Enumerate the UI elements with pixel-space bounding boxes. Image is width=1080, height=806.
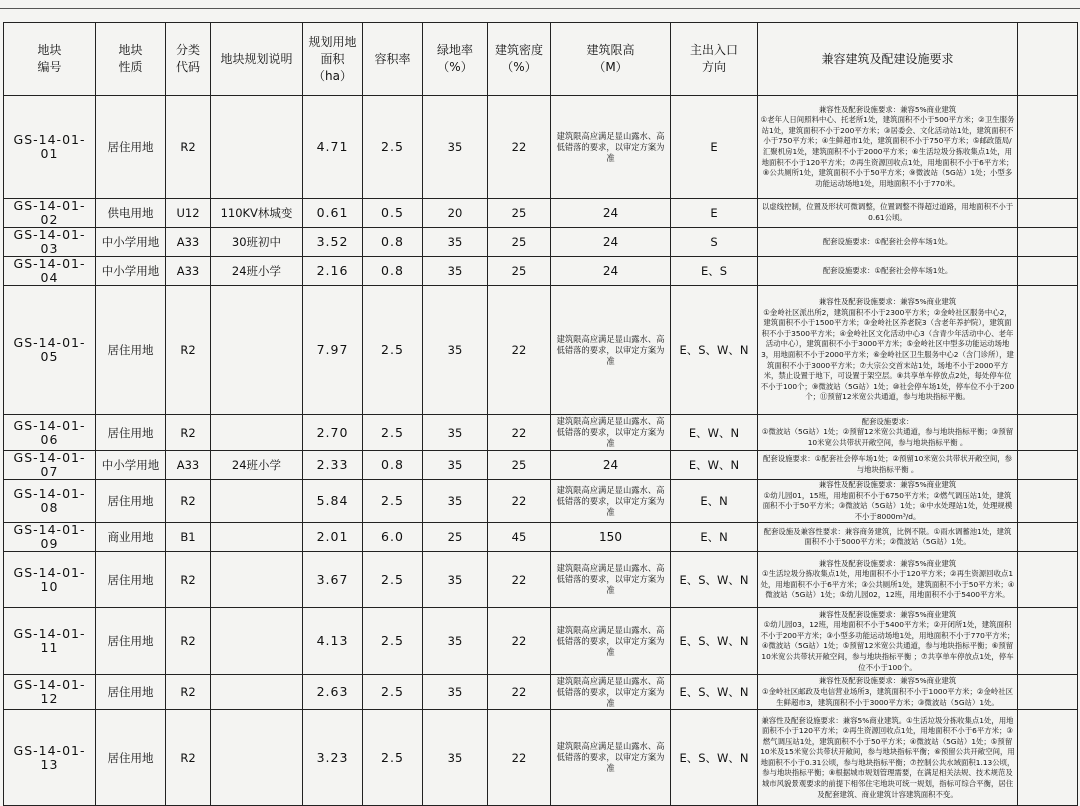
cell-entrance-direction: E、S、W、N [671,552,758,608]
cell-plan-description: 30班初中 [211,228,303,257]
cell-plan-description [211,480,303,523]
header-category-code: 分类 代码 [166,23,211,96]
land-plan-table [3,22,1078,806]
cell-parcel-id: GS-14-01-02 [4,199,96,228]
cell-facility-requirements: 兼容性及配套设施要求：兼容5%商业建筑 ①幼儿园03，12班，用地面积不小于5400平方米；②开闭所1处，建筑面积不小于200平方米；③小型多功能运动场地1处，用地面积不小于770平方米；④微波站（5G站）1处；⑤预留12米宽公共通道，参与地块指标平衡；⑥预留10米宽公共带状开敞空间，参与地块指标平衡 ；⑦共享单车停放点1处，停车位不小于100个。 [758,608,1018,675]
cell-building-density: 45 [488,523,551,552]
header-density: 建筑密度 （%） [488,23,551,96]
cell-building-density: 25 [488,228,551,257]
cell-parcel-id: GS-14-01-08 [4,480,96,523]
cell-plan-description: 24班小学 [211,257,303,286]
cell-land-area: 4.71 [303,96,363,199]
cell-facility-requirements: 配套设施及兼容性要求：兼容商务建筑，比例不限。①雨水调蓄池1处，建筑面积不小于5000平方米；②微波站（5G站）1处。 [758,523,1018,552]
cell-floor-area-ratio: 2.5 [363,480,423,523]
cell-category-code: R2 [166,608,211,675]
cell-land-nature: 居住用地 [96,710,166,806]
cell-plan-description: 110KV林城变 [211,199,303,228]
cell-land-area: 7.97 [303,286,363,415]
cell-land-area: 3.23 [303,710,363,806]
cell-floor-area-ratio: 2.5 [363,552,423,608]
cell-land-nature: 居住用地 [96,96,166,199]
cell-parcel-id: GS-14-01-07 [4,451,96,480]
cell-building-density: 25 [488,257,551,286]
table-row [4,451,1078,480]
cell-plan-description [211,415,303,451]
header-far: 容积率 [363,23,423,96]
cell-facility-requirements: 兼容性及配套设施要求：兼容5%商业建筑。①生活垃圾分拣收集点1处，用地面积不小于120平方米；②再生资源回收点1处，用地面积不小于6平方米；③燃气调压站1处，建筑面积不小于50平方米；④微波站（5G站）1处；⑤预留10米及15米宽公共带状开敞间，参与地块指标平衡；⑥预留公共开敞空间，用地面积不小于0.31公顷，参与地块指标平衡；⑦控制公共水域面积1.13公顷，参与地块指标平衡；⑧根据城市规划管理需要，在满足相关法规、技术规范及城市风貌景观要求的前提下相邻住宅地块可统一规划，指标可综合平衡，居住及配套建筑、商业建筑计容建筑面积不变。 [758,710,1018,806]
cell-category-code: R2 [166,415,211,451]
cell-green-ratio: 35 [423,608,488,675]
cell-extra [1018,286,1078,415]
cell-height-limit: 建筑限高应满足显山露水、高低错落的要求，以审定方案为准 [551,552,671,608]
cell-entrance-direction: E、S、W、N [671,286,758,415]
cell-building-density: 25 [488,199,551,228]
cell-floor-area-ratio: 2.5 [363,608,423,675]
cell-facility-requirements: 配套设施要求： ①微波站（5G站）1处；②预留12米宽公共通道，参与地块指标平衡；③预留10米宽公共带状开敞空间，参与地块指标平衡 。 [758,415,1018,451]
cell-facility-requirements: 配套设施要求：①配套社会停车场1处。 [758,257,1018,286]
cell-floor-area-ratio: 2.5 [363,675,423,710]
cell-facility-requirements: 兼容性及配套设施要求：兼容5%商业建筑 ①金岭社区派出所2，建筑面积不小于2300平方米；②金岭社区服务中心2，建筑面积不小于1500平方米；③金岭社区养老院3（含老年养护院），建筑面积不小于3500平方米；④金岭社区文化活动中心3（含青少年活动中心、老年活动中心），建筑面积不小于3000平方米；⑤金岭社区中型多功能运动场地3，用地面积不小于2000平方米；⑥金岭社区卫生服务中心2（含门诊所），建筑面积不小于3000平方米；⑦大宗公交首末站1处，场地不小于2000平方米，禁止设置于地下，可设置于架空层。⑧共享单车停放点2处，每处停车位不小于100个；⑨微波站（5G站）1处；⑩社会停车场1处，停车位不小于200个；⑪预留12米宽公共通道，参与地块指标平衡。 [758,286,1018,415]
cell-building-density: 22 [488,96,551,199]
cell-green-ratio: 35 [423,451,488,480]
cell-land-area: 3.67 [303,552,363,608]
cell-height-limit: 建筑限高应满足显山露水、高低错落的要求，以审定方案为准 [551,286,671,415]
cell-parcel-id: GS-14-01-05 [4,286,96,415]
cell-building-density: 25 [488,451,551,480]
cell-parcel-id: GS-14-01-01 [4,96,96,199]
cell-extra [1018,415,1078,451]
cell-entrance-direction: E、N [671,480,758,523]
cell-land-area: 3.52 [303,228,363,257]
cell-building-density: 22 [488,710,551,806]
cell-category-code: A33 [166,451,211,480]
table-row [4,257,1078,286]
cell-land-area: 2.70 [303,415,363,451]
cell-building-density: 22 [488,552,551,608]
cell-land-nature: 商业用地 [96,523,166,552]
cell-land-nature: 中小学用地 [96,228,166,257]
cell-height-limit: 建筑限高应满足显山露水、高低错落的要求，以审定方案为准 [551,96,671,199]
cell-building-density: 22 [488,675,551,710]
cell-extra [1018,480,1078,523]
table-row [4,675,1078,710]
cell-facility-requirements: 兼容性及配套设施要求：兼容5%商业建筑 ①幼儿园01，15班，用地面积不小于6750平方米；②燃气调压站1处，建筑面积不小于50平方米；③微波站（5G站）1处；④中水处理站1处，处理规模不小于8000m³/d。 [758,480,1018,523]
cell-height-limit: 建筑限高应满足显山露水、高低错落的要求，以审定方案为准 [551,415,671,451]
cell-extra [1018,199,1078,228]
cell-extra [1018,451,1078,480]
cell-extra [1018,228,1078,257]
top-border [0,0,1080,9]
cell-land-nature: 中小学用地 [96,257,166,286]
cell-land-nature: 供电用地 [96,199,166,228]
cell-extra [1018,710,1078,806]
cell-building-density: 22 [488,286,551,415]
cell-plan-description [211,552,303,608]
cell-plan-description [211,710,303,806]
cell-floor-area-ratio: 0.8 [363,228,423,257]
header-entrance: 主出入口 方向 [671,23,758,96]
cell-entrance-direction: E、S、W、N [671,710,758,806]
cell-green-ratio: 35 [423,228,488,257]
table-row [4,552,1078,608]
cell-building-density: 22 [488,480,551,523]
cell-facility-requirements: 兼容性及配套设施要求：兼容5%商业建筑 ①老年人日间照料中心、托老所1处，建筑面积不小于500平方米；②卫生服务站1处，建筑面积不小于200平方米；③居委会、文化活动站1处，建筑面积不小于750平方米；④生鲜超市1处，建筑面积不小于750平方米；⑤邮政篮局/汇聚机房1处，建筑面积不小于2000平方米；⑥生活垃圾分拣收集点1处，用地面积不小于120平方米；⑦再生资源回收点1处，用地面积不小于6平方米；⑧公共厕所1处，建筑面积不小于50平方米；⑨微波站（5G站）1处；小型多功能运动场地1处，用地面积不小于770米。 [758,96,1018,199]
cell-plan-description [211,675,303,710]
cell-extra [1018,257,1078,286]
cell-entrance-direction: E、S、W、N [671,675,758,710]
table-row [4,96,1078,199]
cell-green-ratio: 35 [423,96,488,199]
cell-land-area: 4.13 [303,608,363,675]
cell-height-limit: 24 [551,228,671,257]
cell-category-code: R2 [166,710,211,806]
header-requirements: 兼容建筑及配建设施要求 [758,23,1018,96]
cell-land-area: 2.63 [303,675,363,710]
header-parcel-id: 地块 编号 [4,23,96,96]
cell-floor-area-ratio: 2.5 [363,286,423,415]
cell-entrance-direction: E、W、N [671,451,758,480]
cell-parcel-id: GS-14-01-10 [4,552,96,608]
cell-floor-area-ratio: 0.5 [363,199,423,228]
cell-land-nature: 居住用地 [96,552,166,608]
cell-land-nature: 居住用地 [96,286,166,415]
cell-height-limit: 24 [551,257,671,286]
cell-parcel-id: GS-14-01-03 [4,228,96,257]
cell-land-nature: 居住用地 [96,608,166,675]
cell-plan-description [211,523,303,552]
cell-green-ratio: 35 [423,415,488,451]
cell-floor-area-ratio: 2.5 [363,415,423,451]
cell-entrance-direction: S [671,228,758,257]
cell-facility-requirements: 配套设施要求：①配套社会停车场1处；②预留10米宽公共带状开敞空间，参与地块指标平衡 。 [758,451,1018,480]
cell-parcel-id: GS-14-01-12 [4,675,96,710]
cell-green-ratio: 25 [423,523,488,552]
cell-green-ratio: 35 [423,480,488,523]
cell-land-nature: 中小学用地 [96,451,166,480]
table-row [4,286,1078,415]
cell-floor-area-ratio: 2.5 [363,710,423,806]
table-row [4,415,1078,451]
cell-category-code: A33 [166,257,211,286]
cell-category-code: R2 [166,286,211,415]
cell-category-code: R2 [166,675,211,710]
header-area: 规划用地 面积（ha） [303,23,363,96]
cell-height-limit: 150 [551,523,671,552]
cell-land-area: 0.61 [303,199,363,228]
cell-green-ratio: 35 [423,257,488,286]
cell-height-limit: 建筑限高应满足显山露水、高低错落的要求，以审定方案为准 [551,480,671,523]
cell-category-code: U12 [166,199,211,228]
cell-extra [1018,675,1078,710]
cell-facility-requirements: 兼容性及配套设施要求：兼容5%商业建筑 ①生活垃圾分拣收集点1处，用地面积不小于120平方米；②再生资源回收点1处，用地面积不小于6平方米；③公共厕所1处，建筑面积不小于50平方米；④微波站（5G站）1处；⑤幼儿园02，12班，用地面积不小于5400平方米。 [758,552,1018,608]
cell-height-limit: 24 [551,199,671,228]
cell-parcel-id: GS-14-01-04 [4,257,96,286]
cell-height-limit: 24 [551,451,671,480]
cell-category-code: A33 [166,228,211,257]
cell-plan-description [211,286,303,415]
cell-extra [1018,608,1078,675]
cell-land-nature: 居住用地 [96,480,166,523]
cell-height-limit: 建筑限高应满足显山露水、高低错落的要求，以审定方案为准 [551,608,671,675]
cell-land-area: 2.33 [303,451,363,480]
table-row [4,710,1078,806]
header-land-nature: 地块 性质 [96,23,166,96]
cell-green-ratio: 20 [423,199,488,228]
cell-height-limit: 建筑限高应满足显山露水、高低错落的要求，以审定方案为准 [551,675,671,710]
cell-floor-area-ratio: 2.5 [363,96,423,199]
header-row [4,23,1078,96]
header-height-limit: 建筑限高 （M） [551,23,671,96]
cell-entrance-direction: E、W、N [671,415,758,451]
cell-land-area: 2.01 [303,523,363,552]
cell-floor-area-ratio: 0.8 [363,257,423,286]
cell-parcel-id: GS-14-01-09 [4,523,96,552]
cell-parcel-id: GS-14-01-11 [4,608,96,675]
cell-green-ratio: 35 [423,552,488,608]
header-plan-description: 地块规划说明 [211,23,303,96]
cell-entrance-direction: E、S [671,257,758,286]
header-green-ratio: 绿地率 （%） [423,23,488,96]
cell-green-ratio: 35 [423,286,488,415]
table-row [4,523,1078,552]
cell-land-nature: 居住用地 [96,415,166,451]
cell-green-ratio: 35 [423,675,488,710]
cell-building-density: 22 [488,608,551,675]
header-extra [1018,23,1078,96]
cell-floor-area-ratio: 0.8 [363,451,423,480]
cell-parcel-id: GS-14-01-06 [4,415,96,451]
cell-building-density: 22 [488,415,551,451]
cell-height-limit: 建筑限高应满足显山露水、高低错落的要求，以审定方案为准 [551,710,671,806]
cell-category-code: R2 [166,480,211,523]
cell-category-code: R2 [166,96,211,199]
cell-extra [1018,552,1078,608]
cell-land-nature: 居住用地 [96,675,166,710]
cell-entrance-direction: E、N [671,523,758,552]
cell-plan-description: 24班小学 [211,451,303,480]
table-row [4,199,1078,228]
cell-facility-requirements: 兼容性及配套设施要求：兼容5%商业建筑 ①金岭社区邮政及电信营业场所3，建筑面积不小于1000平方米；②金岭社区生鲜超市3，建筑面积不小于3000平方米；③微波站（5G站）1处。 [758,675,1018,710]
cell-green-ratio: 35 [423,710,488,806]
cell-entrance-direction: E [671,199,758,228]
cell-parcel-id: GS-14-01-13 [4,710,96,806]
cell-facility-requirements: 以虚线控制，位置及形状可微调整，位置调整不得超过道路，用地面积不小于0.61公顷。 [758,199,1018,228]
cell-land-area: 2.16 [303,257,363,286]
cell-plan-description [211,608,303,675]
cell-entrance-direction: E、S、W、N [671,608,758,675]
table-row [4,480,1078,523]
cell-land-area: 5.84 [303,480,363,523]
cell-plan-description [211,96,303,199]
cell-entrance-direction: E [671,96,758,199]
cell-category-code: B1 [166,523,211,552]
cell-extra [1018,523,1078,552]
cell-floor-area-ratio: 6.0 [363,523,423,552]
cell-extra [1018,96,1078,199]
cell-facility-requirements: 配套设施要求：①配套社会停车场1处。 [758,228,1018,257]
table-row [4,608,1078,675]
table-row [4,228,1078,257]
cell-category-code: R2 [166,552,211,608]
